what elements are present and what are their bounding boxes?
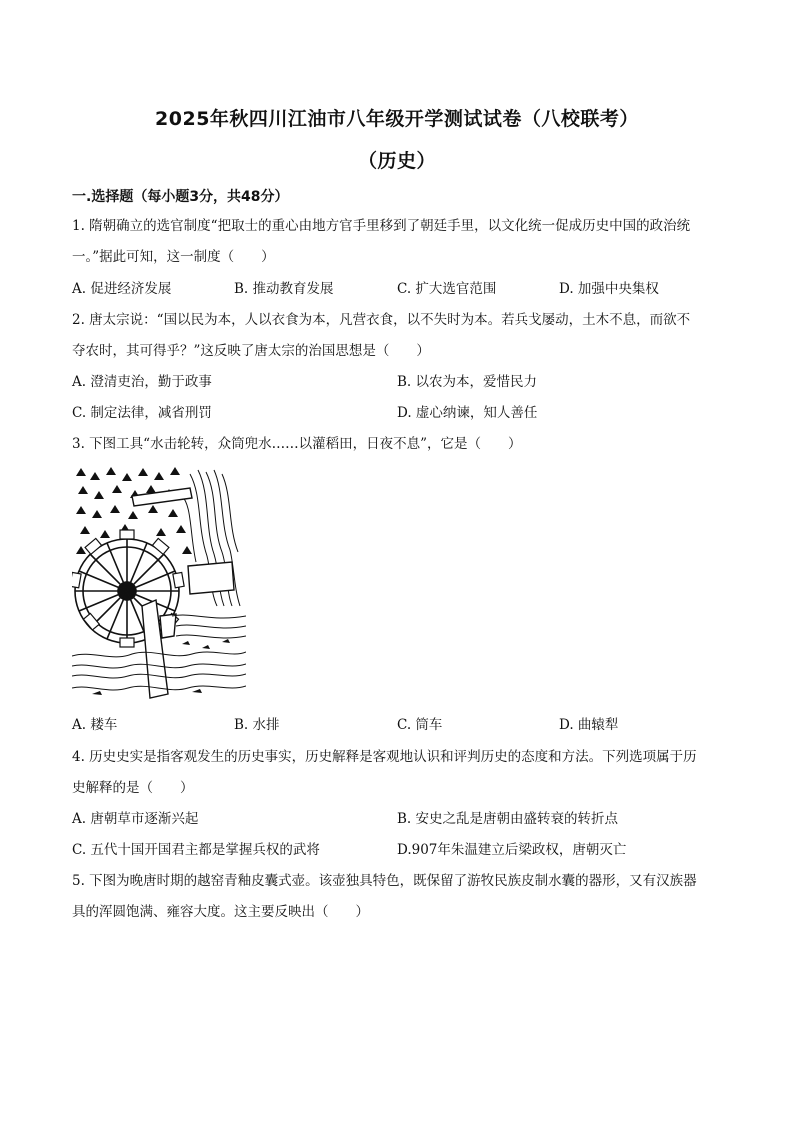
q3-option-c: C. 筒车 xyxy=(397,717,443,733)
section-heading: 一.选择题（每小题3分，共48分） xyxy=(72,189,289,205)
q4-stem-line-2: 史解释的是（ ） xyxy=(72,780,194,796)
q4-option-b: B. 安史之乱是唐朝由盛转衰的转折点 xyxy=(397,811,619,827)
q1-stem-line-1: 1. 隋朝确立的选官制度“把取士的重心由地方官手里移到了朝廷手里，以文化统一促成历史中国的政治统 xyxy=(72,218,691,234)
q2-option-d: D. 虚心纳谏，知人善任 xyxy=(397,405,538,421)
q3-option-d: D. 曲辕犁 xyxy=(559,717,619,733)
q4-option-c: C. 五代十国开国君主都是掌握兵权的武将 xyxy=(72,842,320,858)
q2-stem-line-1: 2. 唐太宗说：“国以民为本，人以衣食为本，凡营衣食，以不失时为本。若兵戈屡动，土木不息，而欲不 xyxy=(72,312,691,328)
waterwheel-illustration-icon xyxy=(72,466,246,702)
q4-option-d: D.907年朱温建立后梁政权，唐朝灭亡 xyxy=(397,842,627,858)
q1-option-d: D. 加强中央集权 xyxy=(559,281,659,297)
q3-option-b: B. 水排 xyxy=(234,717,280,733)
q3-stem-line-1: 3. 下图工具“水击轮转，众筒兜水……以灌稻田，日夜不息”，它是（ ） xyxy=(72,436,522,452)
exam-subject: （历史） xyxy=(357,150,436,172)
q2-option-a: A. 澄清吏治，勤于政事 xyxy=(72,374,212,390)
q2-option-b: B. 以农为本，爱惜民力 xyxy=(397,374,538,390)
q4-option-a: A. 唐朝草市逐渐兴起 xyxy=(72,811,199,827)
q4-stem-line-1: 4. 历史史实是指客观发生的历史事实，历史解释是客观地认识和评判历史的态度和方法。下列选项属于历 xyxy=(72,749,697,765)
q1-option-a: A. 促进经济发展 xyxy=(72,281,172,297)
q5-stem-line-1: 5. 下图为晚唐时期的越窑青釉皮囊式壶。该壶独具特色，既保留了游牧民族皮制水囊的器形，又有汉族器 xyxy=(72,873,697,889)
q5-stem-line-2: 具的浑圆饱满、雍容大度。这主要反映出（ ） xyxy=(72,904,369,920)
q1-stem-line-2: 一。”据此可知，这一制度（ ） xyxy=(72,249,275,265)
q1-option-b: B. 推动教育发展 xyxy=(234,281,334,297)
q2-stem-line-2: 夺农时，其可得乎？”这反映了唐太宗的治国思想是（ ） xyxy=(72,343,430,359)
exam-title: 2025年秋四川江油市八年级开学测试试卷（八校联考） xyxy=(155,108,639,130)
q2-option-c: C. 制定法律，减省刑罚 xyxy=(72,405,212,421)
q1-option-c: C. 扩大选官范围 xyxy=(397,281,497,297)
q3-option-a: A. 耧车 xyxy=(72,717,118,733)
